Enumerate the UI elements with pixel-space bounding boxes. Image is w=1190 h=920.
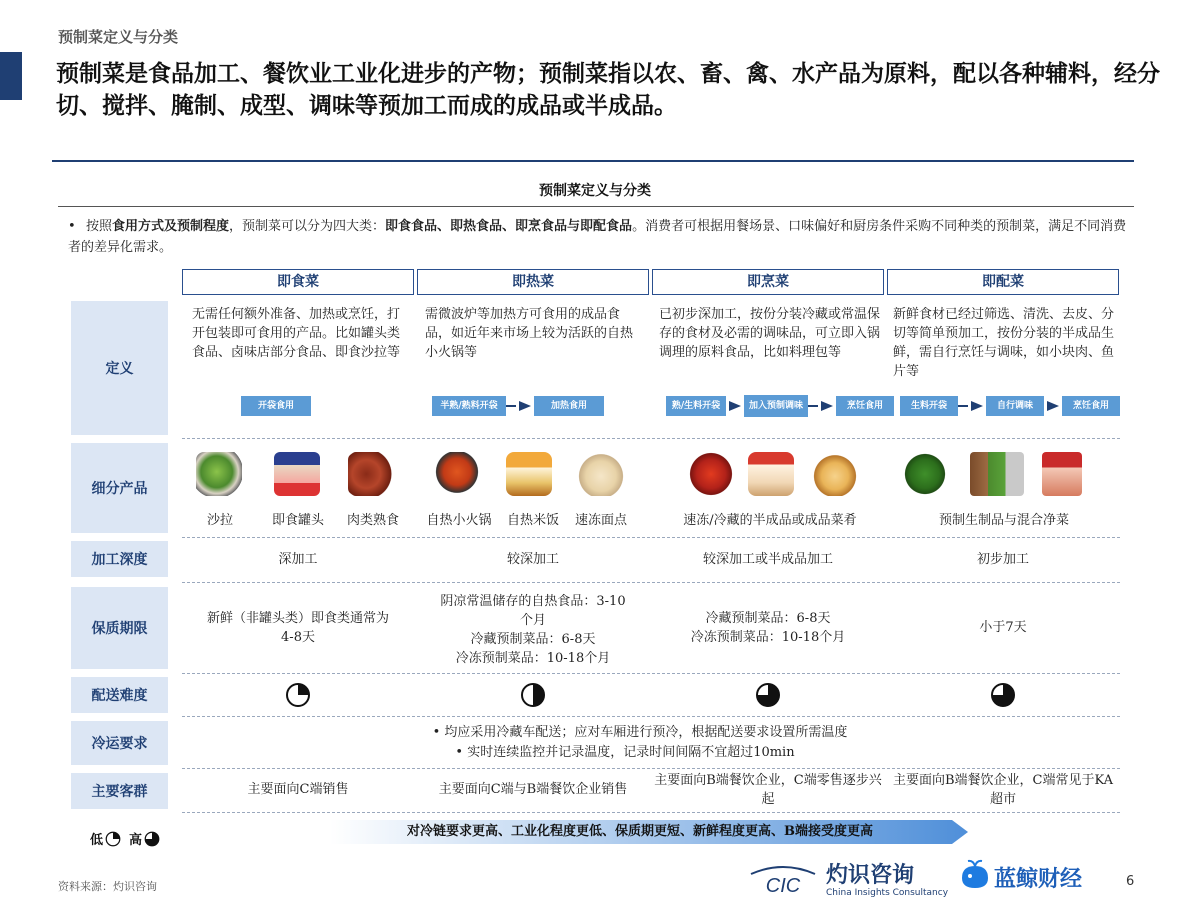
process-flow-ready-to-prepare: [900, 396, 1120, 416]
customer-ready-to-prepare: 主要面向B端餐饮企业，C端常见于KA超市: [892, 773, 1114, 807]
shelf-ready-to-prepare: [887, 618, 1119, 637]
salad-image: [196, 452, 242, 496]
step-pill: 生料开袋: [900, 396, 958, 416]
product-label-hotpot: 自热小火锅: [426, 513, 492, 528]
cold-chain-line-2: • 实时连续监控并记录温度，记录时间间隔不宜超过10min: [455, 745, 795, 760]
shelf-line: 新鲜（非罐头类）即食类通常为: [206, 611, 389, 626]
difficulty-three-quarter-icon: [755, 682, 781, 708]
depth-ready-to-heat: 较深加工: [506, 552, 559, 567]
raw-meat-pack-image: [1042, 452, 1082, 496]
shelf-ready-to-eat: [182, 609, 414, 647]
column-header-ready-to-heat: 即热菜: [417, 269, 649, 295]
step-pill: 加入预制调味: [744, 395, 808, 417]
arrow-stem: [958, 405, 968, 407]
arrow-icon: [821, 401, 833, 411]
row-separator: [182, 768, 1120, 769]
column-header-ready-to-eat: 即食菜: [182, 269, 414, 295]
arrow-stem: [506, 405, 516, 407]
process-flow-ready-to-cook: [666, 396, 894, 416]
product-label-salad: 沙拉: [206, 513, 233, 528]
definition-ready-to-cook: 已初步深加工，按份分装冷藏或常温保存的食材及必需的调味品，可立即入锅调理的原料食品，比如料理包等: [659, 307, 881, 360]
difficulty-three-quarter-icon: [990, 682, 1016, 708]
row-label-customers: 主要客群: [71, 773, 168, 809]
arrow-icon: [1047, 401, 1059, 411]
legend-low-icon: [105, 831, 121, 847]
source-note: 资料来源：灼识咨询: [58, 880, 157, 893]
accent-bar: [0, 52, 22, 100]
step-pill: 烹饪食用: [1062, 396, 1120, 416]
shelf-line: 冷藏预制菜品：6-8天: [470, 632, 596, 647]
frozen-dumplings-image: [578, 452, 624, 496]
table-title: 预制菜定义与分类: [539, 183, 651, 199]
shelf-line: 冷藏预制菜品：6-8天: [705, 611, 831, 626]
page-number: 6: [1126, 874, 1135, 889]
product-label-cooked-dishes: 速冻/冷藏的半成品或成品菜肴: [683, 513, 857, 528]
prepared-dish-3-image: [812, 452, 858, 496]
legend-low: 低: [90, 833, 104, 848]
definition-ready-to-heat: 需微波炉等加热方可食用的成品食品，如近年来市场上较为活跃的自热小火锅等: [425, 307, 634, 360]
difficulty-legend: [90, 829, 162, 848]
row-label-delivery: 配送难度: [71, 677, 168, 713]
self-heating-hotpot-image: [434, 452, 480, 496]
section-label: 预制菜定义与分类: [58, 28, 179, 46]
cic-logo-icon: [745, 862, 821, 898]
row-separator: [182, 673, 1120, 674]
depth-ready-to-prepare: 初步加工: [976, 552, 1029, 567]
shelf-line: 4-8天: [281, 630, 315, 645]
title-divider: [58, 206, 1134, 207]
product-label-canned: 即食罐头: [271, 513, 324, 528]
canned-food-image: [274, 452, 320, 496]
shelf-line: 阴凉常温储存的自热食品：3-10: [440, 594, 626, 609]
row-label-definition: 定义: [71, 301, 168, 435]
step-pill: 开袋食用: [241, 396, 311, 416]
shelf-line: 小于7天: [979, 620, 1027, 635]
legend-high: 高: [129, 833, 143, 848]
row-separator: [182, 812, 1120, 813]
product-label-dumplings: 速冻面点: [574, 513, 627, 528]
process-flow-ready-to-heat: [432, 396, 604, 416]
product-label-meat: 肉类熟食: [346, 513, 399, 528]
depth-ready-to-cook: 较深加工或半成品加工: [702, 552, 833, 567]
shelf-line: 冷冻预制菜品：10-18个月: [455, 651, 611, 666]
difficulty-half-icon: [520, 682, 546, 708]
intro-bold-1: 食用方式及预制程度: [112, 219, 230, 234]
row-separator: [182, 582, 1120, 583]
row-label-depth: 加工深度: [71, 541, 168, 577]
step-pill: 加热食用: [534, 396, 604, 416]
shelf-line: 冷冻预制菜品：10-18个月: [690, 630, 846, 645]
difficulty-fill: [533, 684, 544, 706]
fresh-vegetables-image: [902, 452, 948, 496]
customer-ready-to-heat: 主要面向C端与B端餐饮企业销售: [438, 782, 628, 797]
product-label-rice: 自热米饭: [506, 513, 559, 528]
cic-logo-text: CIC: [765, 875, 801, 897]
intro-part-2: ，预制菜可以分为四大类：: [229, 219, 386, 234]
intro-part-3: 。消费者可根据用餐场景、口味偏好和厨房条件采购不同种类的预制菜，满足不同消费者的差异化需求。: [68, 219, 1127, 255]
header-divider: [52, 160, 1134, 162]
logo-lanjing: 蓝鲸财经: [994, 867, 1083, 892]
difficulty-quarter-icon: [285, 682, 311, 708]
intro-part-1: 按照: [86, 219, 113, 234]
logo-cn: 灼识咨询: [826, 863, 915, 888]
process-flow-ready-to-eat: [241, 396, 311, 416]
column-header-ready-to-prepare: 即配菜: [887, 269, 1119, 295]
row-label-cold-chain: 冷运要求: [71, 721, 168, 765]
customer-ready-to-cook: 主要面向B端餐饮企业，C端零售逐步兴起: [654, 773, 882, 807]
column-header-ready-to-cook: 即烹菜: [652, 269, 884, 295]
step-pill: 自行调味: [986, 396, 1044, 416]
cooked-meat-image: [348, 452, 394, 496]
trend-banner: [330, 820, 968, 844]
legend-high-icon: [144, 831, 160, 847]
intro-bold-2: 即食食品、即热食品、即烹食品与即配食品: [385, 219, 633, 234]
cold-chain-line-1: • 均应采用冷藏车配送；应对车厢进行预冷，根据配送要求设置所需温度: [432, 725, 848, 740]
shelf-ready-to-cook: [652, 609, 884, 647]
prepared-dish-2-image: [748, 452, 794, 496]
customer-ready-to-eat: 主要面向C端销售: [247, 782, 349, 797]
arrow-stem: [808, 405, 818, 407]
difficulty-fill: [298, 684, 309, 695]
shelf-ready-to-heat: [417, 592, 649, 668]
row-separator: [182, 537, 1120, 538]
whale-logo-icon: [958, 858, 992, 892]
intro-bullet: •: [68, 219, 76, 234]
row-separator: [182, 716, 1120, 717]
depth-ready-to-eat: 深加工: [278, 552, 318, 567]
step-pill: 烹饪食用: [836, 396, 894, 416]
definition-ready-to-eat: 无需任何额外准备、加热或烹饪，打开包装即可食用的产品。比如罐头类食品、卤味店部分食品、即食沙拉等: [192, 307, 401, 360]
row-separator: [182, 438, 1120, 439]
self-heating-rice-image: [506, 452, 552, 496]
step-pill: 半熟/熟料开袋: [432, 396, 506, 416]
headline: 预制菜是食品加工、餐饮业工业化进步的产物；预制菜指以农、畜、禽、水产品为原料，配以各种辅料，经分切、搅拌、腌制、成型、调味等预加工而成的成品或半成品。: [56, 60, 1160, 119]
mixed-prep-box-image: [970, 452, 1024, 496]
row-label-products: 细分产品: [71, 443, 168, 533]
step-pill: 熟/生料开袋: [666, 396, 726, 416]
prepared-dish-1-image: [688, 452, 734, 496]
definition-ready-to-prepare: 新鲜食材已经过筛选、清洗、去皮、分切等简单预加工，按份分装的半成品生鲜，需自行烹饪与调味，如小块肉、鱼片等: [893, 307, 1115, 379]
intro-text: [68, 216, 1138, 258]
banner-text: 对冷链要求更高、工业化程度更低、保质期更短、新鲜程度更高、B端接受度更高: [407, 824, 873, 839]
arrow-icon: [519, 401, 531, 411]
shelf-line: 个月: [519, 613, 546, 628]
arrow-icon: [971, 401, 983, 411]
logo-en: China Insights Consultancy: [826, 888, 949, 898]
row-label-shelf: 保质期限: [71, 587, 168, 669]
arrow-icon: [729, 401, 741, 411]
product-label-prepped-raw: 预制生制品与混合净菜: [938, 513, 1069, 528]
